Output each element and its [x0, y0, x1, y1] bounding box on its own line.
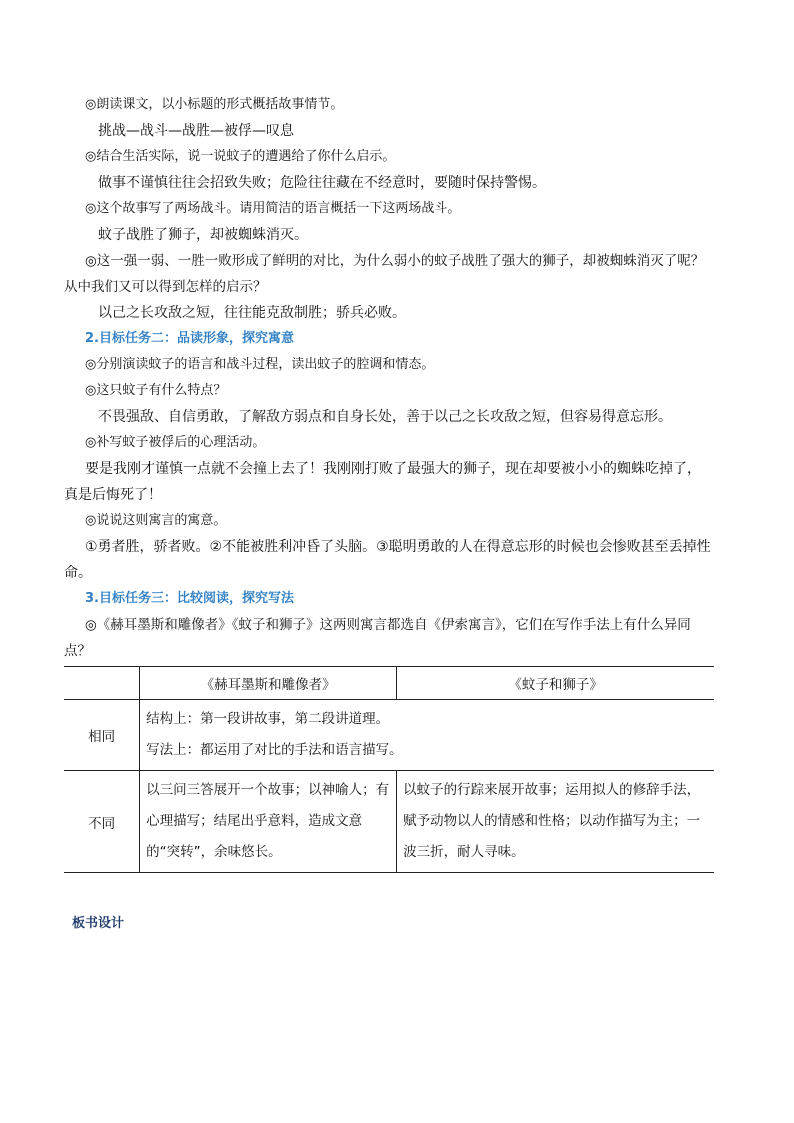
question-line: ◎补写蚊子被俘后的心理活动。	[85, 435, 266, 450]
row-label-same: 相同	[64, 700, 140, 771]
answer-paragraph: ①勇者胜，骄者败。②不能被胜利冲昏了头脑。③聪明勇敢的人在得意忘形的时候也会惨败甚至丢掉性命。	[64, 539, 711, 581]
table-header-cell: 《蚊子和狮子》	[397, 667, 714, 700]
question-paragraph: ◎《赫耳墨斯和雕像者》《蚊子和狮子》这两则寓言都选自《伊索寓言》，它们在写作手法上有什么异同点？	[64, 617, 691, 659]
answer-line: 做事不谨慎往往会招致失败；危险往往藏在不经意时，要随时保持警惕。	[98, 175, 546, 191]
board-design-heading: 板书设计	[72, 916, 125, 931]
diff-hermes-cell: 以三问三答展开一个故事；以神喻人；有心理描写；结尾出乎意料，造成文意的“突转”，余味悠长。	[140, 771, 397, 873]
diff-mosquito-cell: 以蚊子的行踪来展开故事；运用拟人的修辞手法，赋予动物以人的情感和性格；以动作描写为主；一波三折，耐人寻味。	[397, 771, 714, 873]
lesson-content	[64, 92, 714, 873]
same-structure-text: 结构上：第一段讲故事，第二段讲道理。	[146, 711, 390, 727]
section-heading-task2: 2.目标任务二：品读形象，探究寓意	[85, 331, 294, 346]
question-line: ◎说说这则寓言的寓意。	[85, 513, 227, 528]
same-content-cell	[140, 700, 714, 771]
question-line: ◎这只蚊子有什么特点？	[85, 383, 227, 398]
table-header-row	[64, 667, 714, 700]
table-row-same	[64, 700, 714, 771]
answer-paragraph: 要是我刚才谨慎一点就不会撞上去了！我刚刚打败了最强大的狮子，现在却要被小小的蜘蛛吃掉了，真是后悔死了！	[64, 461, 701, 503]
section-heading-task3: 3.目标任务三：比较阅读，探究写法	[85, 591, 294, 606]
row-label-different: 不同	[64, 771, 140, 873]
question-line: ◎分别演读蚊子的语言和战斗过程，读出蚊子的腔调和情态。	[85, 357, 435, 372]
answer-line: 不畏强敌、自信勇敢，了解敌方弱点和自身长处，善于以己之长攻敌之短，但容易得意忘形。	[98, 409, 672, 425]
table-row-different	[64, 771, 714, 873]
question-line: ◎朗读课文，以小标题的形式概括故事情节。	[85, 97, 344, 112]
answer-line: 蚊子战胜了狮子，却被蜘蛛消灭。	[98, 227, 308, 243]
same-technique-text: 写法上：都运用了对比的手法和语言描写。	[146, 742, 403, 758]
question-line: ◎结合生活实际，说一说蚊子的遭遇给了你什么启示。	[85, 149, 396, 164]
question-line: ◎这个故事写了两场战斗。请用简洁的语言概括一下这两场战斗。	[85, 201, 461, 216]
answer-line: 以己之长攻敌之短，往往能克敌制胜；骄兵必败。	[98, 305, 406, 321]
comparison-table	[64, 666, 714, 873]
question-paragraph: ◎这一强一弱、一胜一败形成了鲜明的对比，为什么弱小的蚊子战胜了强大的狮子，却被蜘蛛消灭了呢？从中我们又可以得到怎样的启示？	[64, 253, 705, 295]
table-header-cell: 《赫耳墨斯和雕像者》	[140, 667, 397, 700]
table-header-cell	[64, 667, 140, 700]
answer-line: 挑战—战斗—战胜—被俘—叹息	[98, 123, 294, 139]
